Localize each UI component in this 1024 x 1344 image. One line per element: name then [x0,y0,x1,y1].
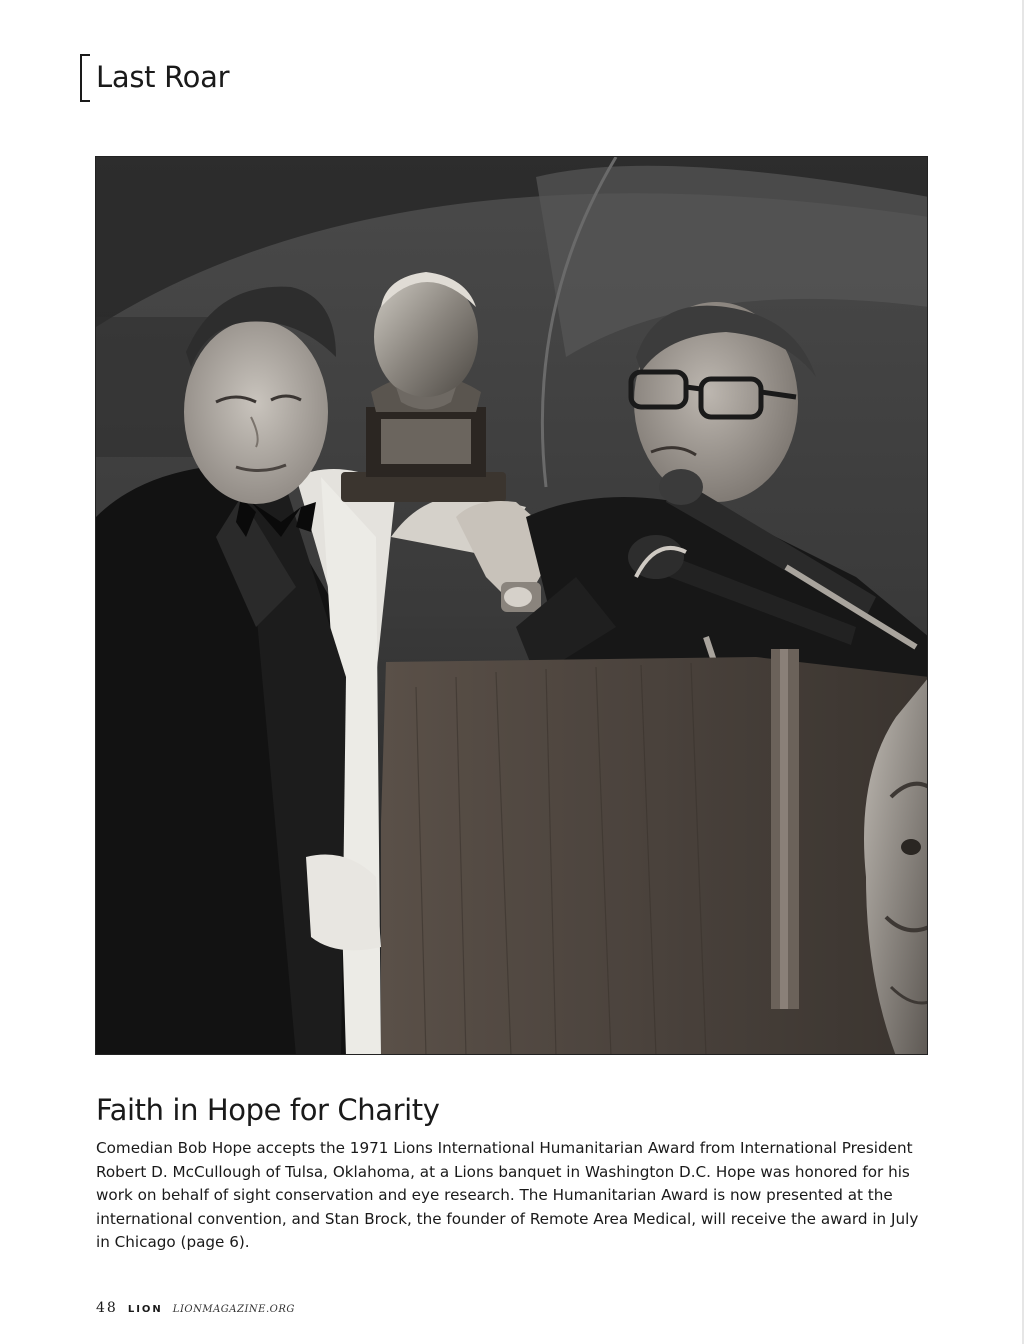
bracket-mark [80,54,90,102]
photo-caption: Comedian Bob Hope accepts the 1971 Lions International Humanitarian Award from International President Robert D. McCullough of Tulsa, Oklahoma, at a Lions banquet in Washington D.C. Hope was honored for his work on behalf of sight conservation and eye research. The Humanitarian Award is now presented at the international convention, and Stan Brock, the founder of Remote Area Medical, will receive the award in July in Chicago (page 6). [96,1139,919,1252]
section-title: Last Roar [96,60,230,94]
article-headline: Faith in Hope for Charity [96,1093,440,1127]
magazine-website: LIONMAGAZINE.ORG [172,1304,295,1315]
page-footer [96,1300,295,1316]
award-photograph [95,156,928,1055]
page-number: 48 [96,1300,118,1316]
section-header [80,54,229,104]
magazine-name: LION [127,1304,163,1315]
photograph-icon [96,157,928,1055]
